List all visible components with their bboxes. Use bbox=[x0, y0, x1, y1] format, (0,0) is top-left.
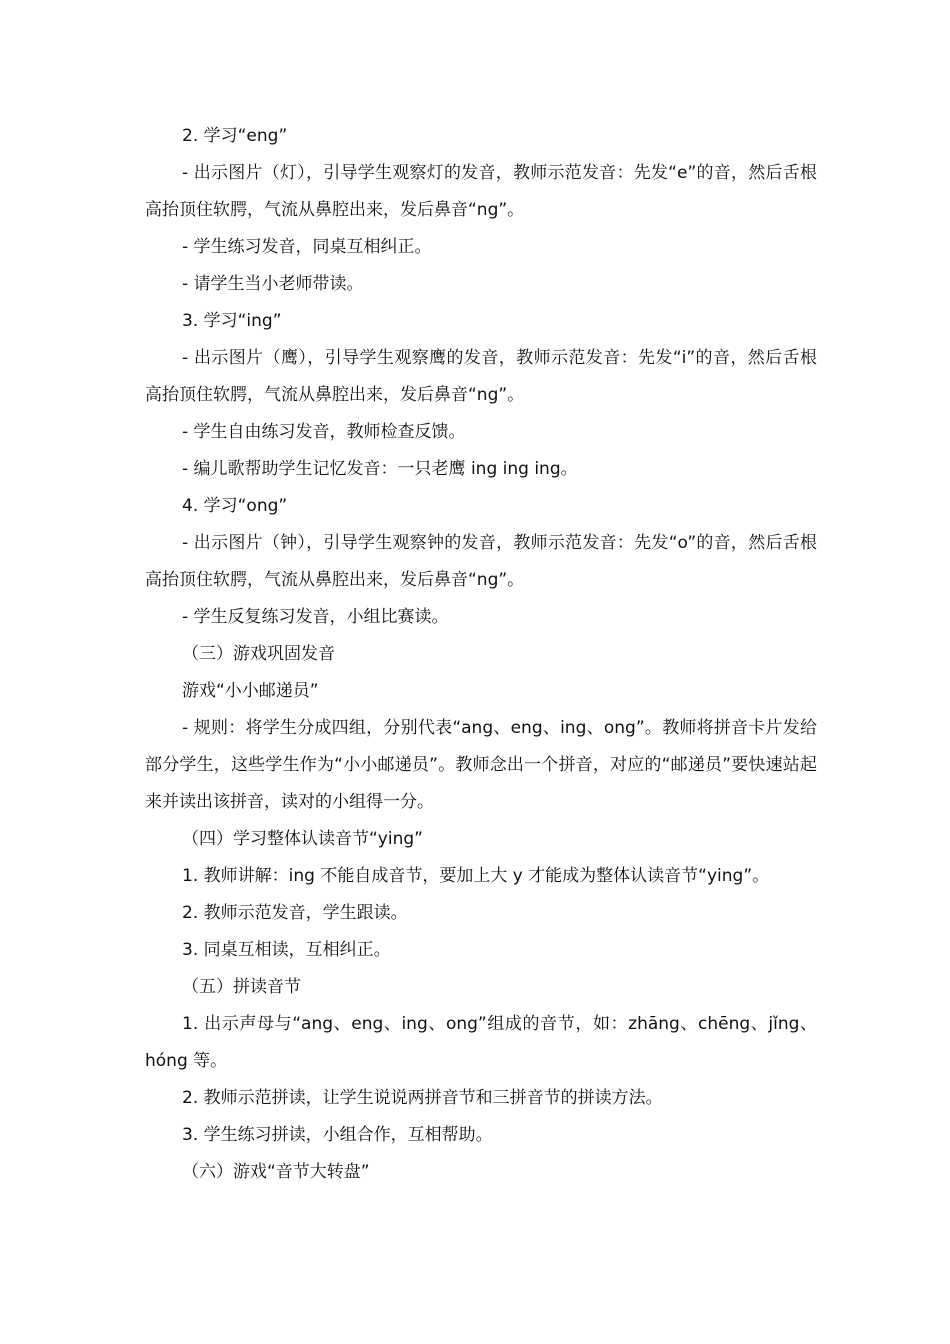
paragraph-spelling-examples: 1. 出示声母与“ang、eng、ing、ong”组成的音节，如：zhāng、chēng、jǐng、hóng 等。 bbox=[145, 1014, 817, 1071]
paragraph-ong-demo: - 出示图片（钟），引导学生观察钟的发音，教师示范发音：先发“o”的音，然后舌根高抬顶住软腭，气流从鼻腔出来，发后鼻音“ng”。 bbox=[145, 533, 817, 590]
paragraph-ying-explain: 1. 教师讲解：ing 不能自成音节，要加上大 y 才能成为整体认读音节“ying”。 bbox=[182, 866, 770, 886]
section-heading-game-consolidate: （三）游戏巩固发音 bbox=[182, 644, 335, 664]
heading-learn-eng: 2. 学习“eng” bbox=[182, 126, 288, 146]
paragraph-ing-demo: - 出示图片（鹰），引导学生观察鹰的发音，教师示范发音：先发“i”的音，然后舌根高抬顶住软腭，气流从鼻腔出来，发后鼻音“ng”。 bbox=[145, 348, 817, 405]
document-body bbox=[145, 118, 817, 1191]
section-heading-syllable-wheel: （六）游戏“音节大转盘” bbox=[182, 1162, 370, 1182]
paragraph-eng-practice: - 学生练习发音，同桌互相纠正。 bbox=[182, 237, 432, 257]
heading-learn-ong: 4. 学习“ong” bbox=[182, 496, 288, 516]
paragraph-eng-demo: - 出示图片（灯），引导学生观察灯的发音，教师示范发音：先发“e”的音，然后舌根高抬顶住软腭，气流从鼻腔出来，发后鼻音“ng”。 bbox=[145, 163, 817, 220]
heading-learn-ing: 3. 学习“ing” bbox=[182, 311, 282, 331]
section-heading-ying: （四）学习整体认读音节“ying” bbox=[182, 829, 423, 849]
paragraph-spelling-demo: 2. 教师示范拼读，让学生说说两拼音节和三拼音节的拼读方法。 bbox=[182, 1088, 663, 1108]
paragraph-ying-demo: 2. 教师示范发音，学生跟读。 bbox=[182, 903, 408, 923]
paragraph-eng-lead-reading: - 请学生当小老师带读。 bbox=[182, 274, 364, 294]
paragraph-game-rules: - 规则：将学生分成四组，分别代表“ang、eng、ing、ong”。教师将拼音卡片发给部分学生，这些学生作为“小小邮递员”。教师念出一个拼音，对应的“邮递员”要快速站起来并读出该拼音，读对的小组得一分。 bbox=[145, 718, 817, 812]
paragraph-game-title: 游戏“小小邮递员” bbox=[182, 681, 319, 701]
paragraph-ong-practice: - 学生反复练习发音，小组比赛读。 bbox=[182, 607, 449, 627]
paragraph-ying-pair-reading: 3. 同桌互相读，互相纠正。 bbox=[182, 940, 391, 960]
paragraph-spelling-practice: 3. 学生练习拼读，小组合作，互相帮助。 bbox=[182, 1125, 493, 1145]
paragraph-ing-practice: - 学生自由练习发音，教师检查反馈。 bbox=[182, 422, 466, 442]
paragraph-ing-rhyme: - 编儿歌帮助学生记忆发音：一只老鹰 ing ing ing。 bbox=[182, 459, 578, 479]
section-heading-spelling: （五）拼读音节 bbox=[182, 977, 301, 997]
